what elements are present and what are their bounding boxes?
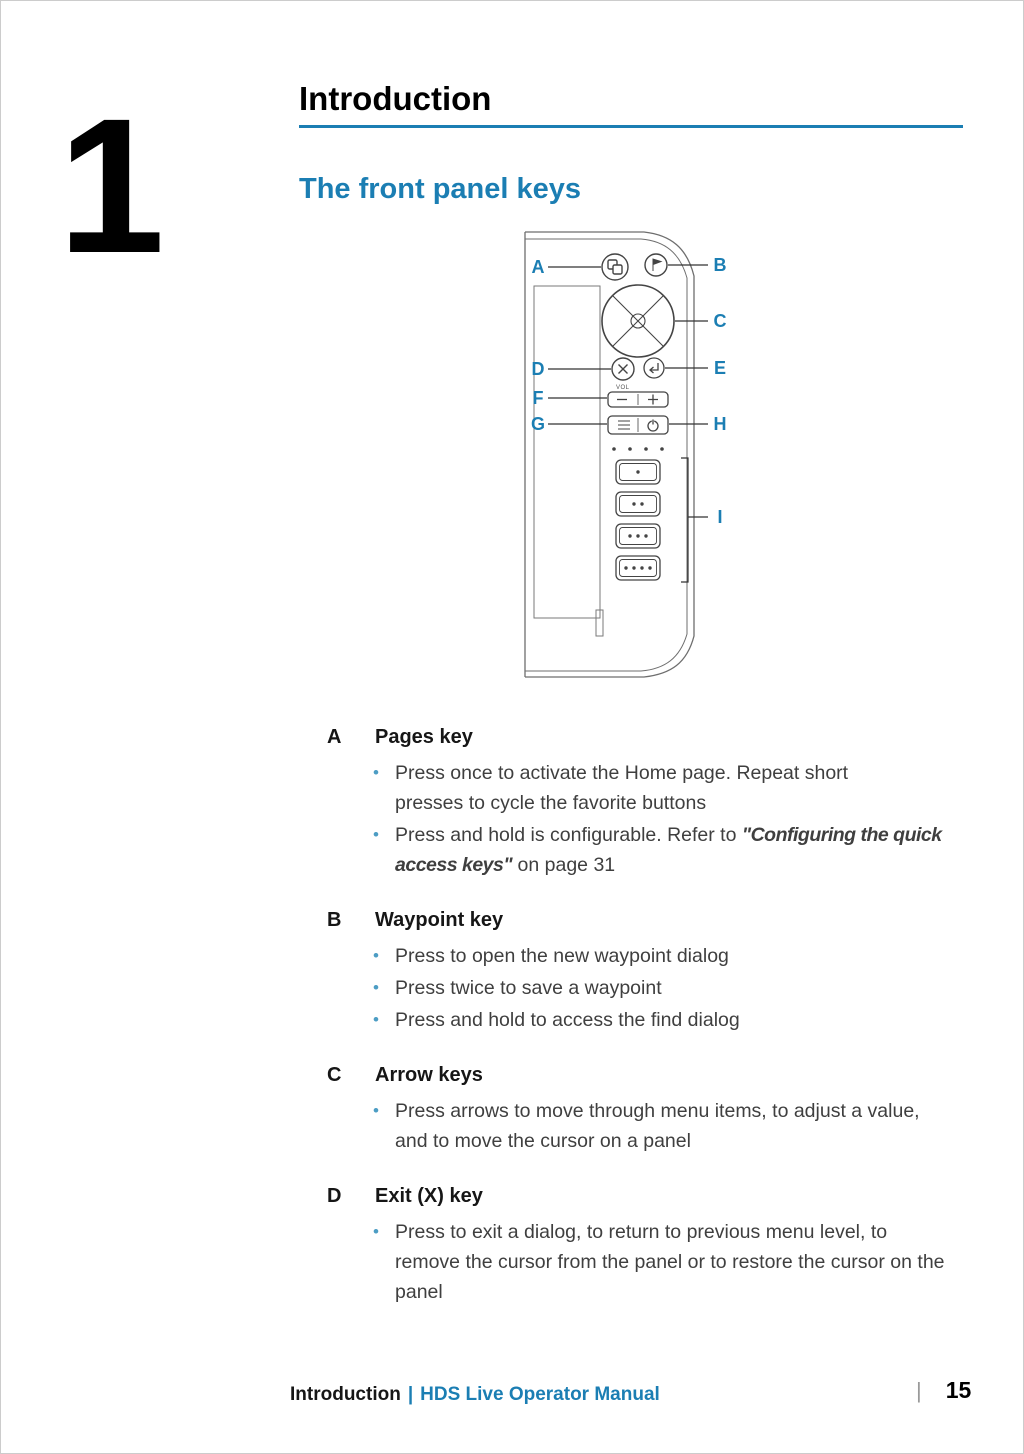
key-bullet: • Press and hold to access the find dialog	[395, 1005, 959, 1035]
waypoint-key-icon	[645, 254, 667, 276]
callout-label-e: E	[713, 358, 727, 378]
section-title: The front panel keys	[299, 172, 582, 205]
key-letter: A	[327, 726, 342, 748]
key-name: Arrow keys	[375, 1064, 483, 1086]
footer-page	[916, 1377, 971, 1404]
footer-chapter: Introduction	[290, 1384, 401, 1405]
cross-reference[interactable]: "Configuring the quick access keys"	[395, 824, 942, 876]
key-bullet: • Press twice to save a waypoint	[395, 973, 959, 1003]
footer-page-separator: |	[916, 1378, 922, 1403]
callout-lines	[548, 265, 708, 582]
volume-rocker	[608, 392, 668, 407]
callout-label-d: D	[531, 359, 545, 379]
key-bullet: • Press and hold is configurable. Refer to "Configuring the quick access keys" on page 31	[395, 820, 943, 880]
footer-page-number: 15	[945, 1377, 972, 1403]
quick-access-buttons	[616, 460, 660, 580]
callout-label-a: A	[531, 257, 545, 277]
key-bullet: • Press arrows to move through menu items, to adjust a value, and to move the cursor on a panel	[395, 1096, 923, 1156]
footer	[290, 1384, 660, 1406]
key-section-exit	[327, 1183, 959, 1307]
callout-label-g: G	[530, 414, 546, 434]
key-name: Pages key	[375, 726, 473, 748]
key-bullet: • Press once to activate the Home page. Repeat short presses to cycle the favorite buttons	[395, 758, 900, 818]
exit-key-icon	[612, 358, 634, 380]
power-key-icon	[648, 420, 658, 432]
menu-key-icon	[608, 416, 668, 434]
front-panel-svg	[498, 222, 750, 696]
footer-manual-title: HDS Live Operator Manual	[420, 1384, 660, 1405]
page-header	[299, 80, 963, 206]
key-descriptions	[327, 724, 959, 1334]
vol-label: VOL	[616, 385, 630, 391]
callout-label-h: H	[713, 414, 727, 434]
page-title: Introduction	[299, 80, 492, 117]
footer-separator: |	[407, 1384, 414, 1405]
screen-area	[531, 286, 603, 636]
chapter-number: 1	[58, 78, 161, 293]
key-letter: D	[327, 1185, 342, 1207]
key-bullet: • Press to exit a dialog, to return to previous menu level, to remove the cursor from the panel or to restore the cursor on the panel	[395, 1217, 957, 1307]
key-name: Exit (X) key	[375, 1185, 483, 1207]
indicator-dots	[612, 447, 664, 451]
title-rule	[299, 125, 963, 128]
key-bullet: • Press to open the new waypoint dialog	[395, 941, 959, 971]
key-name: Waypoint key	[375, 909, 504, 931]
callout-label-c: C	[713, 311, 727, 331]
enter-key-icon	[644, 358, 664, 378]
callout-label-i: I	[717, 507, 723, 527]
key-section-waypoint	[327, 907, 959, 1035]
key-letter: B	[327, 909, 342, 931]
callout-label-b: B	[713, 255, 727, 275]
quick-access-button-dots	[624, 470, 651, 569]
callout-label-f: F	[532, 388, 544, 408]
key-section-arrows	[327, 1062, 959, 1156]
arrow-pad	[602, 285, 674, 357]
front-panel-diagram	[498, 222, 750, 696]
key-letter: C	[327, 1064, 342, 1086]
pages-key-icon	[602, 254, 628, 280]
key-section-pages	[327, 724, 959, 880]
